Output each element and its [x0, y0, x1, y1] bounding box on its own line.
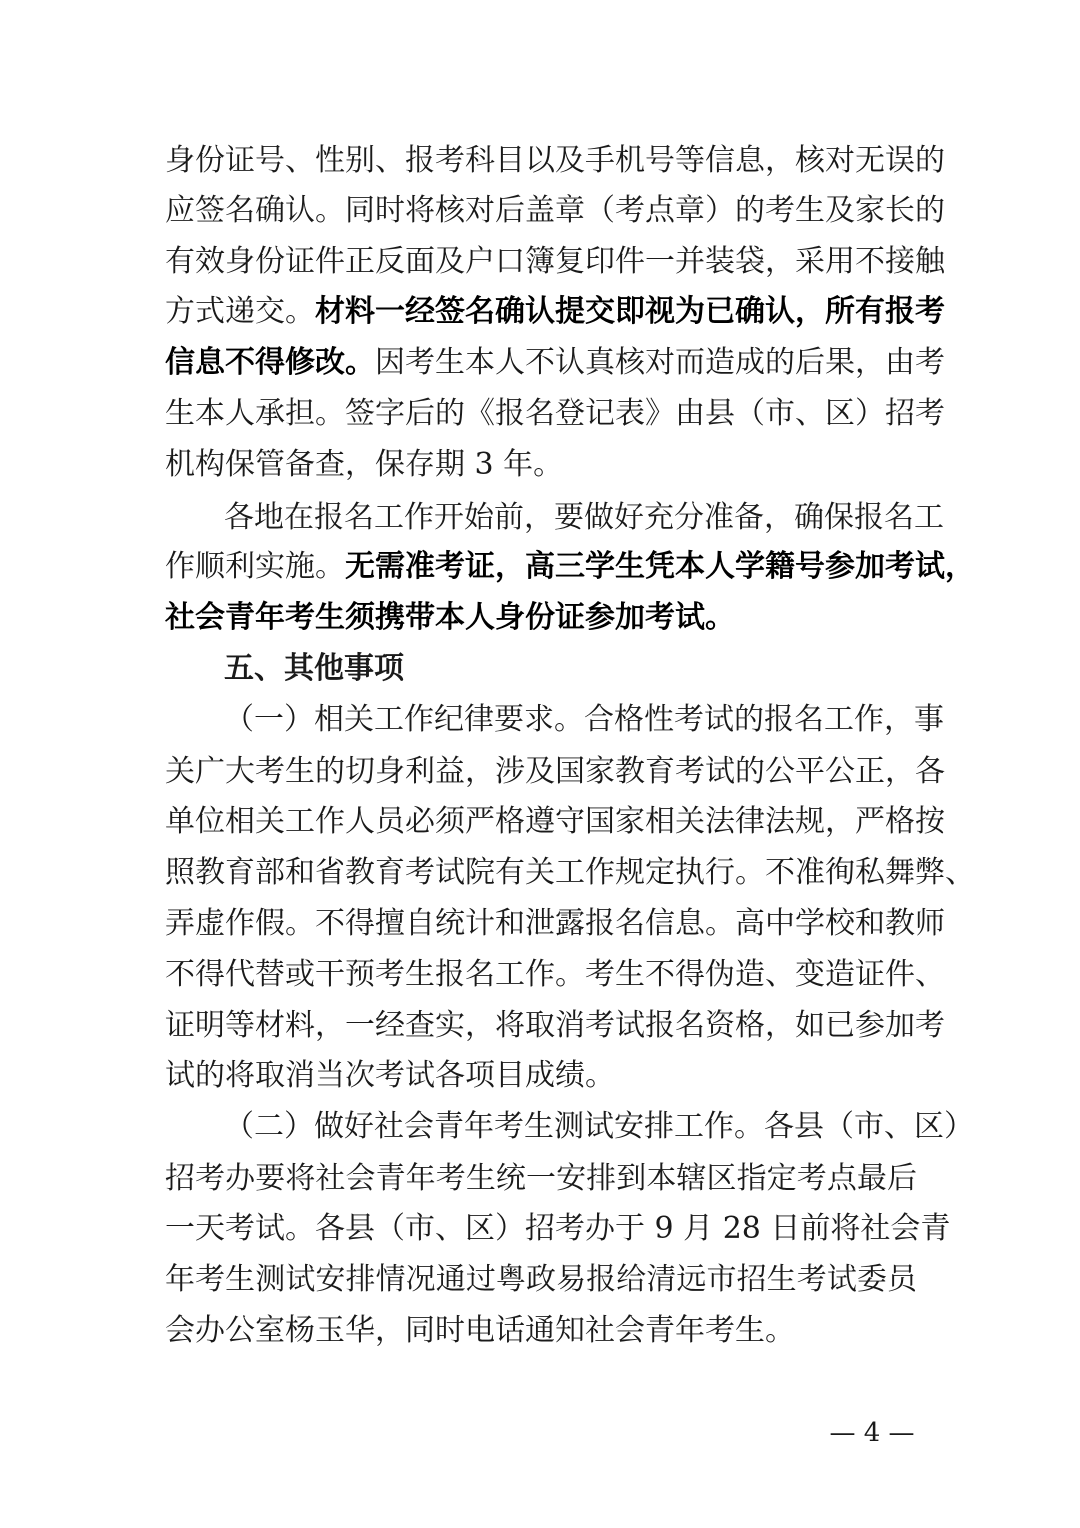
- body-line: [165, 1004, 945, 1048]
- text-run: 一天考试。各县（市、区）招考办于 9 月 28 日前将社会青: [165, 1211, 951, 1246]
- text-run: 因考生本人不认真核对而造成的后果，由考: [375, 345, 945, 380]
- heading-text: 五、其他事项: [224, 651, 404, 686]
- body-line: [165, 953, 945, 997]
- page-number: — 4 —: [829, 1418, 915, 1448]
- text-run: 年考生测试安排情况通过粤政易报给清远市招生考试委员: [165, 1262, 917, 1297]
- body-line: [165, 443, 917, 487]
- body-line: [165, 750, 945, 794]
- text-run: （二）做好社会青年考生测试安排工作。各县（市、区）: [224, 1109, 974, 1144]
- text-run: 不得代替或干预考生报名工作。考生不得伪造、变造证件、: [165, 957, 945, 992]
- bold-text-run: 信息不得修改。: [165, 345, 375, 380]
- text-run: 有效身份证件正反面及户口簿复印件一并装袋，采用不接触: [165, 244, 945, 279]
- text-run: 试的将取消当次考试各项目成绩。: [165, 1058, 615, 1093]
- body-line: [165, 1258, 917, 1302]
- bold-text-run: 无需准考证，高三学生凭本人学籍号参加考试，: [345, 549, 975, 584]
- body-line: [165, 1157, 917, 1201]
- text-run: 各地在报名工作开始前，要做好充分准备，确保报名工: [224, 500, 944, 535]
- text-run: 单位相关工作人员必须严格遵守国家相关法律法规，严格按: [165, 804, 945, 839]
- text-run: 弄虚作假。不得擅自统计和泄露报名信息。高中学校和教师: [165, 906, 945, 941]
- text-run: 作顺利实施。: [165, 549, 345, 584]
- text-run: 证明等材料，一经查实，将取消考试报名资格，如已参加考: [165, 1008, 945, 1043]
- body-line: [165, 240, 945, 284]
- body-line: [165, 851, 975, 895]
- text-run: （一）相关工作纪律要求。合格性考试的报名工作，事: [224, 702, 944, 737]
- text-run: 身份证号、性别、报考科目以及手机号等信息，核对无误的: [165, 143, 945, 178]
- body-line: [165, 800, 945, 844]
- body-line: [165, 1054, 917, 1098]
- body-line: [165, 1309, 917, 1353]
- body-line: [165, 545, 975, 589]
- text-run: 招考办要将社会青年考生统一安排到本辖区指定考点最后: [165, 1161, 917, 1196]
- section-heading: [224, 647, 917, 691]
- text-run: 照教育部和省教育考试院有关工作规定执行。不准徇私舞弊、: [165, 855, 975, 890]
- body-line: [165, 1207, 951, 1251]
- body-line: [224, 496, 944, 540]
- bold-text-run: 材料一经签名确认提交即视为已确认，所有报考: [315, 294, 945, 329]
- text-run: 会办公室杨玉华，同时电话通知社会青年考生。: [165, 1313, 795, 1348]
- body-line: [165, 290, 945, 334]
- body-line: [165, 596, 917, 640]
- body-line: [165, 139, 945, 183]
- body-line: [224, 698, 944, 742]
- text-run: 关广大考生的切身利益，涉及国家教育考试的公平公正，各: [165, 754, 945, 789]
- body-line: [224, 1105, 974, 1149]
- text-run: 应签名确认。同时将核对后盖章（考点章）的考生及家长的: [165, 193, 945, 228]
- body-line: [165, 392, 945, 436]
- body-line: [165, 189, 945, 233]
- text-run: 方式递交。: [165, 294, 315, 329]
- text-run: 生本人承担。签字后的《报名登记表》由县（市、区）招考: [165, 396, 945, 431]
- body-line: [165, 341, 945, 385]
- bold-text-run: 社会青年考生须携带本人身份证参加考试。: [165, 600, 735, 635]
- body-line: [165, 902, 945, 946]
- text-run: 机构保管备查，保存期 3 年。: [165, 447, 564, 482]
